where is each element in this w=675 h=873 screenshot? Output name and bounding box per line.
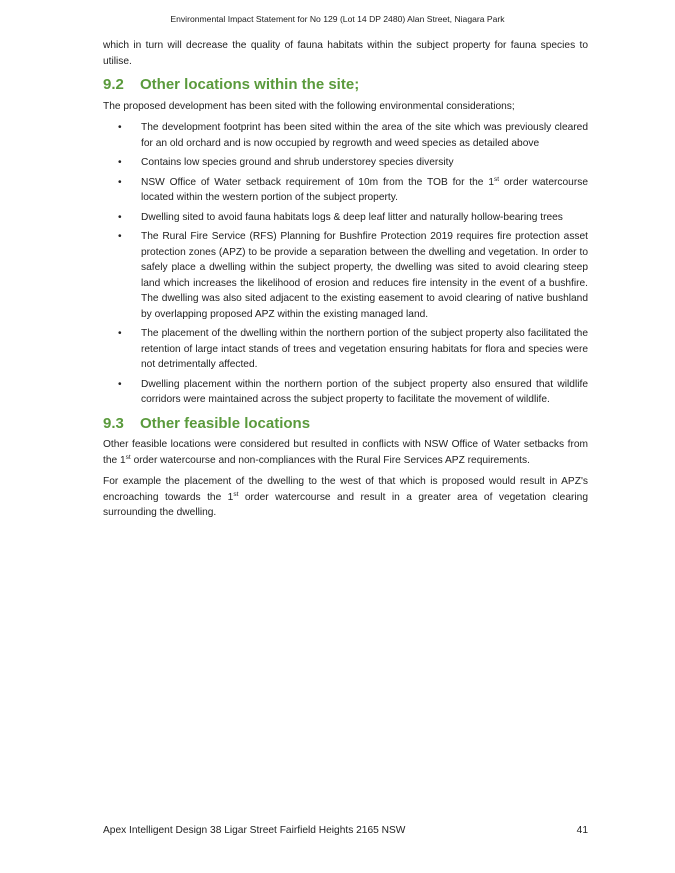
bullet-icon: •: [118, 231, 122, 242]
list-item: [103, 155, 588, 171]
intro-paragraph: which in turn will decrease the quality of fauna habitats within the subject property for fauna species to utilise.: [103, 40, 588, 67]
section-9-3-paragraph-1: [103, 437, 588, 468]
list-item: [103, 326, 588, 373]
list-item-text: The placement of the dwelling within the northern portion of the subject property also facilitated the retention of large intact stands of trees and vegetation ensuring habitats for flora and species were not detrimentally affected.: [141, 328, 588, 370]
bullet-icon: •: [118, 122, 122, 133]
section-9-2-lead: The proposed development has been sited with the following environmental considerations;: [103, 100, 515, 112]
text-run: NSW Office of Water setback requirement of 10m from the TOB for the 1: [141, 176, 494, 188]
text-run: order watercourse and result in a greater area of vegetation clearing surrounding the dwelling.: [103, 491, 588, 518]
considerations-list: [103, 120, 588, 408]
list-item-text: Dwelling sited to avoid fauna habitats logs & deep leaf litter and naturally hollow-bearing trees: [141, 211, 563, 223]
list-item-text: The development footprint has been sited within the area of the site which was previously cleared for an old orchard and is now occupied by regrowth and weed species as detailed above: [141, 122, 588, 149]
list-item-text: The Rural Fire Service (RFS) Planning for Bushfire Protection 2019 requires fire protection asset protection zones (APZ) to be provide a separation between the dwelling and vegetation. In order to safely place a dwelling within the subject property, the dwelling was sited to avoid clearing steep land which increases the likelihood of erosion and reduces fire intensity in the event of a bushfire. The dwelling was also sited adjacent to the existing easement to avoid clearing of native bushland by overlapping proposed APZ within the existing managed land.: [141, 231, 588, 320]
bullet-icon: •: [118, 378, 122, 390]
list-item: [103, 229, 588, 322]
list-item: [103, 210, 588, 226]
section-9-3-paragraph-2: [103, 474, 588, 521]
page-header: Environmental Impact Statement for No 129 (Lot 14 DP 2480) Alan Street, Niagara Park: [170, 14, 505, 24]
footer-company: Apex Intelligent Design 38 Ligar Street Fairfield Heights 2165 NSW: [103, 825, 406, 836]
list-item-text: Dwelling placement within the northern portion of the subject property also ensured that wildlife corridors were maintained across the subject property to facilitate the movement of wildlife.: [141, 378, 588, 405]
superscript: st: [125, 453, 131, 461]
text-run: order watercourse and non-compliances with the Rural Fire Services APZ requirements.: [130, 454, 530, 466]
page-footer: [103, 825, 588, 836]
list-item: [103, 175, 588, 206]
list-item-text: [141, 177, 588, 204]
page-number: 41: [576, 825, 588, 836]
section-9-2-heading: [103, 77, 588, 93]
text-run: order watercourse located within the western portion of the subject property.: [141, 176, 588, 203]
bullet-icon: •: [118, 211, 122, 223]
text-run: For example the placement of the dwelling to the west of that which is proposed would result in APZ's encroaching towards the 1: [103, 476, 588, 503]
superscript: st: [493, 175, 500, 183]
bullet-icon: •: [118, 176, 122, 188]
bullet-icon: •: [118, 328, 122, 339]
superscript: st: [233, 490, 239, 498]
page-content: [103, 38, 588, 527]
section-number: 9.2: [103, 76, 124, 93]
section-number: 9.3: [103, 414, 124, 432]
section-title: Other feasible locations: [140, 414, 311, 432]
section-9-3-heading: [103, 416, 588, 432]
text-run: Other feasible locations were considered but resulted in conflicts with NSW Office of Water setbacks from the 1: [103, 439, 588, 466]
list-item: [103, 377, 588, 408]
section-title: Other locations within the site;: [140, 76, 360, 93]
bullet-icon: •: [118, 157, 122, 168]
list-item-text: Contains low species ground and shrub understorey species diversity: [141, 157, 454, 168]
list-item: [103, 120, 588, 151]
